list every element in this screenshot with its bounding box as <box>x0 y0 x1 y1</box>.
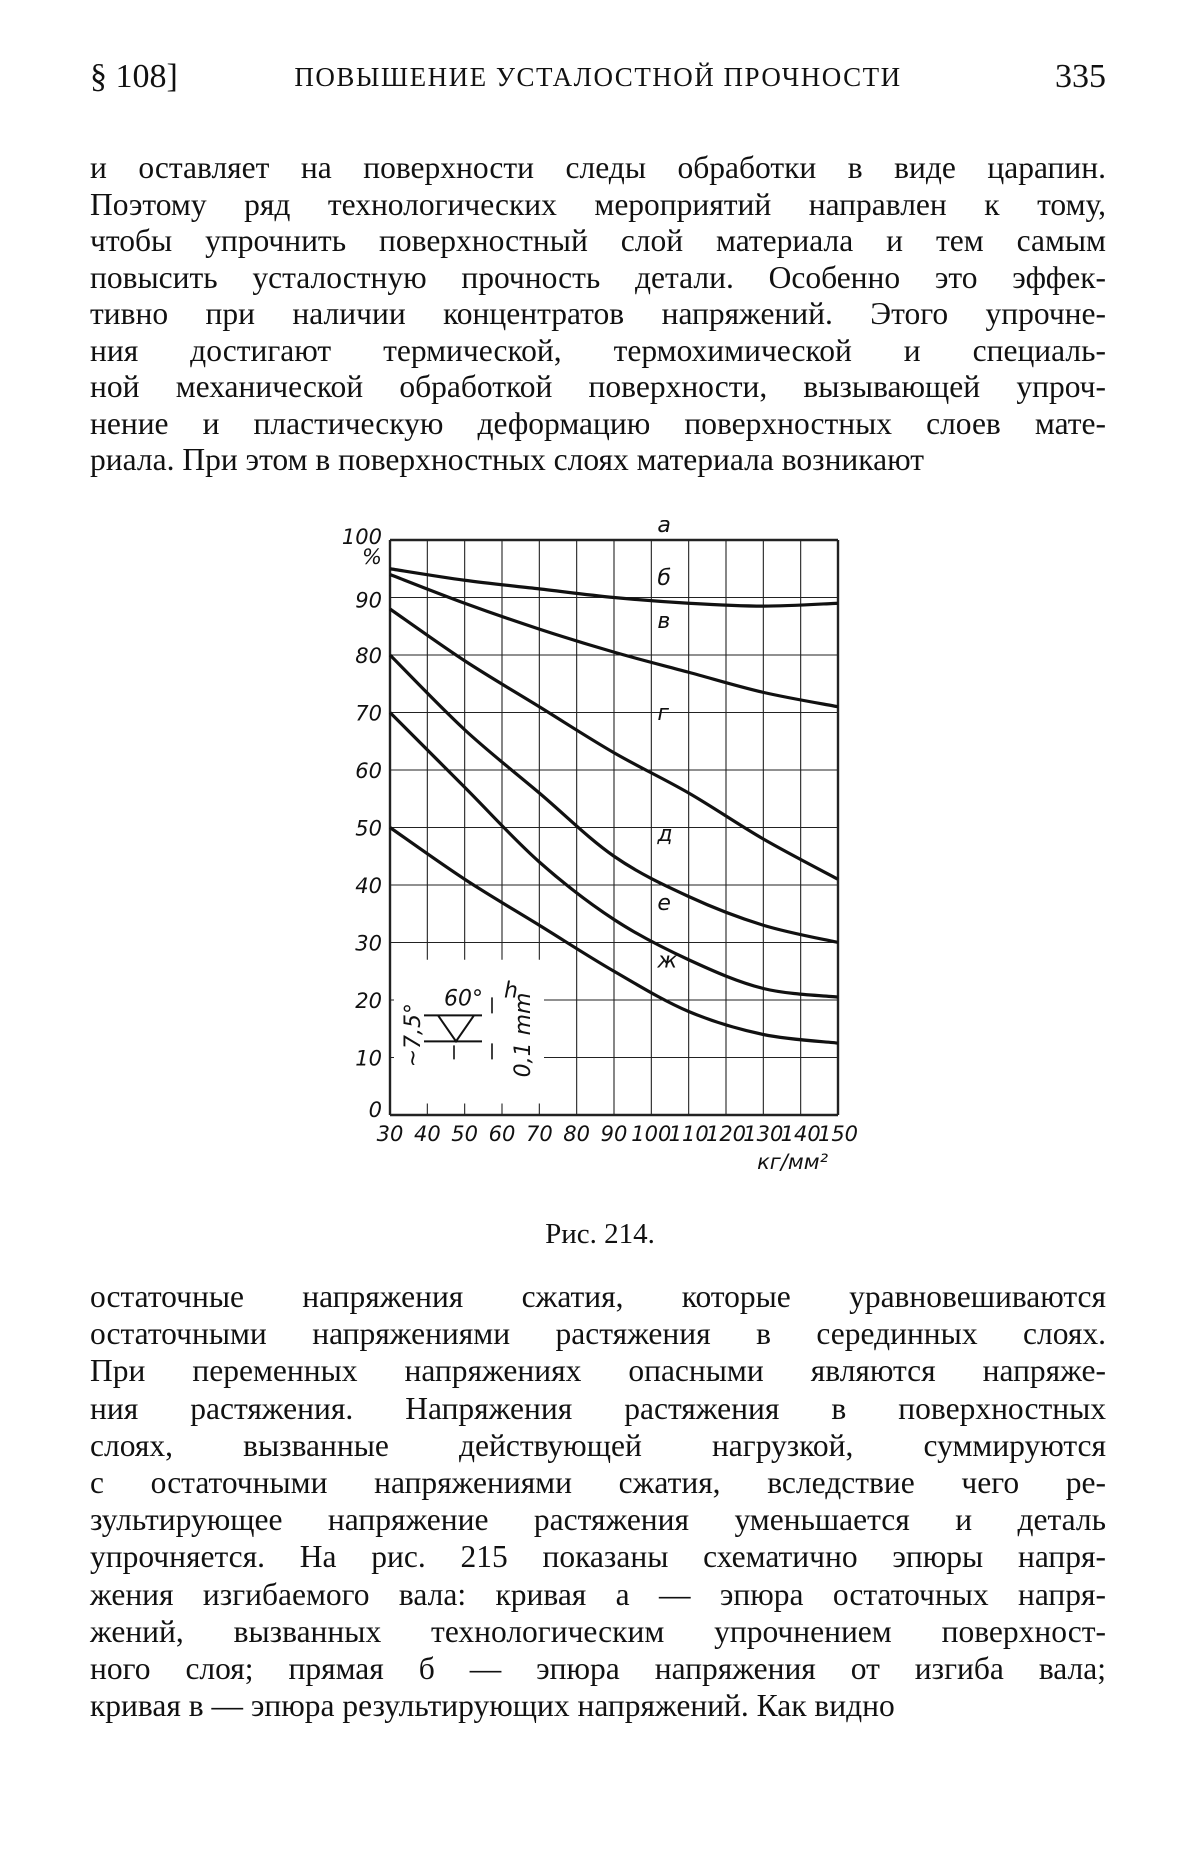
y-tick-label: 0 <box>368 1098 382 1122</box>
x-tick-label: 120 <box>705 1122 747 1146</box>
paragraph-before-figure <box>90 150 1106 479</box>
text-line: риала. При этом в поверхностных слоях материала возникают <box>90 442 924 477</box>
x-tick-label: 100 <box>631 1122 672 1146</box>
x-tick-label: 140 <box>780 1122 821 1146</box>
text-line: остаточными напряжениями растяжения в серединных слоях. <box>90 1316 1106 1352</box>
figure-caption: Рис. 214. <box>545 1218 655 1250</box>
series-label: ж <box>657 948 678 974</box>
paragraph-after-figure <box>90 1278 1106 1724</box>
text-line: кривая в — эпюра результирующих напряжений. Как видно <box>90 1688 895 1724</box>
x-tick-label: 70 <box>525 1122 553 1146</box>
series-label: е <box>657 890 671 916</box>
y-tick-label: 70 <box>355 701 382 726</box>
x-unit-label: кг/мм² <box>757 1150 828 1174</box>
text-line: тивно при наличии концентратов напряжений. Этого упрочне- <box>90 296 1106 331</box>
text-line: упрочняется. На рис. 215 показаны схематично эпюры напря- <box>90 1539 1106 1575</box>
text-line: повысить усталостную прочность детали. Особенно это эффек- <box>90 259 1106 295</box>
text-line: жения изгибаемого вала: кривая а — эпюра остаточных напря- <box>90 1576 1106 1612</box>
y-unit-label: % <box>362 545 382 569</box>
x-tick-label: 40 <box>413 1122 441 1146</box>
page-number: 335 <box>1055 58 1106 95</box>
series-label: д <box>657 821 673 847</box>
text-line: ния растяжения. Напряжения растяжения в поверхностных <box>90 1390 1106 1426</box>
text-line: и оставляет на поверхности следы обработки в виде царапин. <box>90 150 1106 185</box>
inset-depth-label: 0,1 mm <box>511 992 536 1078</box>
x-tick-label: 60 <box>488 1122 516 1146</box>
inset-angle-label: 60° <box>444 986 483 1012</box>
text-line: жений, вызванных технологическим упрочнением поверхност- <box>90 1613 1106 1649</box>
y-tick-label: 80 <box>355 644 382 668</box>
figure-214-chart <box>330 520 890 1200</box>
inset-depth-symbol: h <box>504 978 518 1004</box>
y-tick-label: 50 <box>355 816 382 841</box>
x-tick-label: 50 <box>451 1122 479 1146</box>
series-label: б <box>657 565 671 591</box>
section-number: § 108] <box>90 58 178 95</box>
y-tick-label: 100 <box>341 525 382 549</box>
text-line: с остаточными напряжениями сжатия, вследствие чего ре- <box>90 1465 1106 1501</box>
y-tick-label: 10 <box>355 1046 382 1071</box>
x-tick-label: 150 <box>817 1122 859 1146</box>
text-line: остаточные напряжения сжатия, которые уравновешиваются <box>90 1279 1106 1314</box>
x-tick-label: 30 <box>376 1122 404 1146</box>
text-line: нение и пластическую деформацию поверхностных слоев мате- <box>90 405 1106 441</box>
x-tick-label: 80 <box>563 1122 591 1146</box>
x-tick-label: 130 <box>743 1122 784 1146</box>
series-label: г <box>657 701 669 726</box>
text-line: ния достигают термической, термохимической и специаль- <box>90 332 1106 368</box>
y-tick-label: 60 <box>355 759 382 783</box>
y-tick-label: 40 <box>355 874 382 898</box>
text-line: ной механической обработкой поверхности, вызывающей упроч- <box>90 369 1106 404</box>
series-label: а <box>657 520 671 538</box>
page-header <box>90 58 1106 108</box>
y-tick-label: 20 <box>355 989 382 1013</box>
x-tick-label: 110 <box>668 1122 709 1146</box>
running-title: ПОВЫШЕНИЕ УСТАЛОСТНОЙ ПРОЧНОСТИ <box>294 62 902 92</box>
text-line: Поэтому ряд технологических мероприятий направлен к тому, <box>90 186 1106 222</box>
series-label: в <box>657 609 671 634</box>
text-line: При переменных напряжениях опасными являются напряже- <box>90 1353 1106 1389</box>
text-line: зультирующее напряжение растяжения уменьшается и деталь <box>90 1502 1106 1538</box>
text-line: ного слоя; прямая б — эпюра напряжения от изгиба вала; <box>90 1651 1106 1687</box>
inset-radius-label: ~7,5° <box>401 1002 426 1068</box>
text-line: слоях, вызванные действующей нагрузкой, суммируются <box>90 1427 1106 1463</box>
text-line: чтобы упрочнить поверхностный слой материала и тем самым <box>90 223 1106 258</box>
x-tick-label: 90 <box>600 1122 628 1146</box>
y-tick-label: 90 <box>355 588 382 613</box>
y-tick-label: 30 <box>355 931 382 956</box>
